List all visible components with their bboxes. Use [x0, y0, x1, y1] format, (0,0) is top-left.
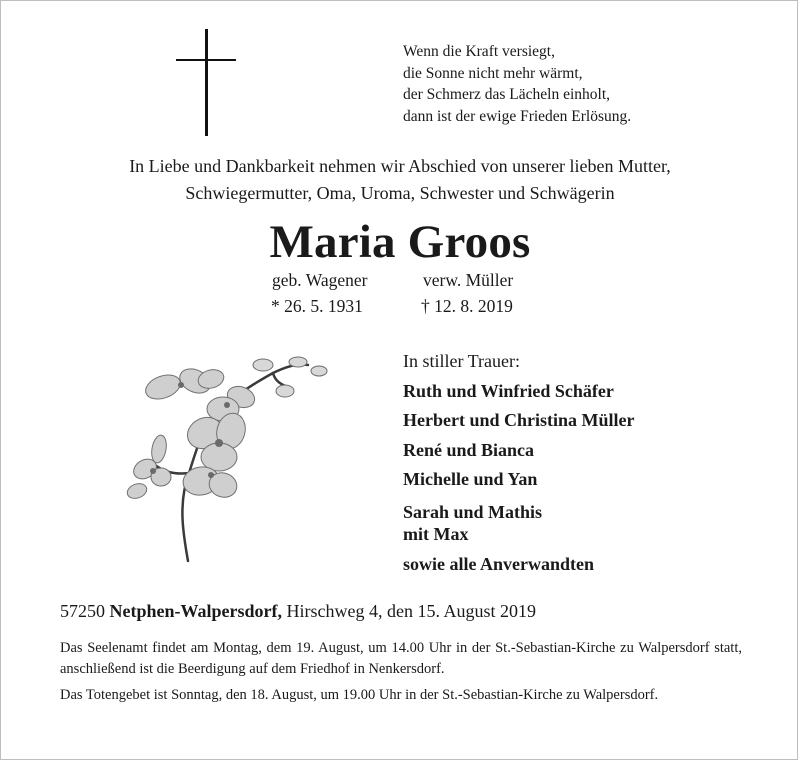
postcode: 57250 [60, 601, 105, 621]
address-line [60, 599, 536, 623]
orchid-illustration [123, 353, 333, 568]
town: Netphen-Walpersdorf, [109, 601, 282, 621]
prayer-notice: Das Totengebet ist Sonntag, den 18. August, um 19.00 Uhr in der St.-Sebastian-Kirche zu Walpersdorf. [60, 687, 659, 703]
poem-line: die Sonne nicht mehr wärmt, [403, 64, 583, 82]
mourner-name: Ruth und Winfried Schäfer [403, 380, 614, 401]
cross-icon [176, 29, 236, 136]
widowed-name: verw. Müller [423, 270, 514, 290]
mourners-list [403, 347, 635, 579]
poem-line: der Schmerz das Lächeln einholt, [403, 86, 611, 103]
funeral-notice: Das Seelenamt findet am Montag, dem 19. August, um 14.00 Uhr in der St.-Sebastian-Kirche zu Walpersdorf statt, anschließend ist die Beerdigung auf dem Friedhof in Nenkersdorf. [60, 640, 742, 677]
intro-text [1, 153, 799, 207]
mourner-name: Michelle und Yan [403, 469, 538, 489]
deceased-name: Maria Groos [269, 216, 531, 268]
poem [403, 41, 631, 127]
birth-name: geb. Wagener [272, 270, 368, 290]
mourner-name-continued: mit Max [403, 523, 469, 544]
poem-line: Wenn die Kraft versiegt, [403, 43, 555, 60]
mourners-heading: In stiller Trauer: [403, 351, 520, 371]
mourner-name: Sarah und Mathis [403, 501, 543, 522]
mourner-name: René und Bianca [403, 439, 535, 460]
mourners-closing: sowie alle Anverwandten [403, 553, 594, 574]
birth-date: * 26. 5. 1931 [271, 296, 363, 316]
intro-line: In Liebe und Dankbarkeit nehmen wir Abschied von unserer lieben Mutter, [129, 156, 671, 176]
intro-line: Schwiegermutter, Oma, Uroma, Schwester und Schwägerin [185, 183, 615, 203]
mourner-name: Herbert und Christina Müller [403, 410, 635, 430]
death-date: † 12. 8. 2019 [421, 296, 513, 316]
poem-line: dann ist der ewige Frieden Erlösung. [403, 107, 632, 125]
street-and-date: Hirschweg 4, den 15. August 2019 [286, 601, 536, 621]
